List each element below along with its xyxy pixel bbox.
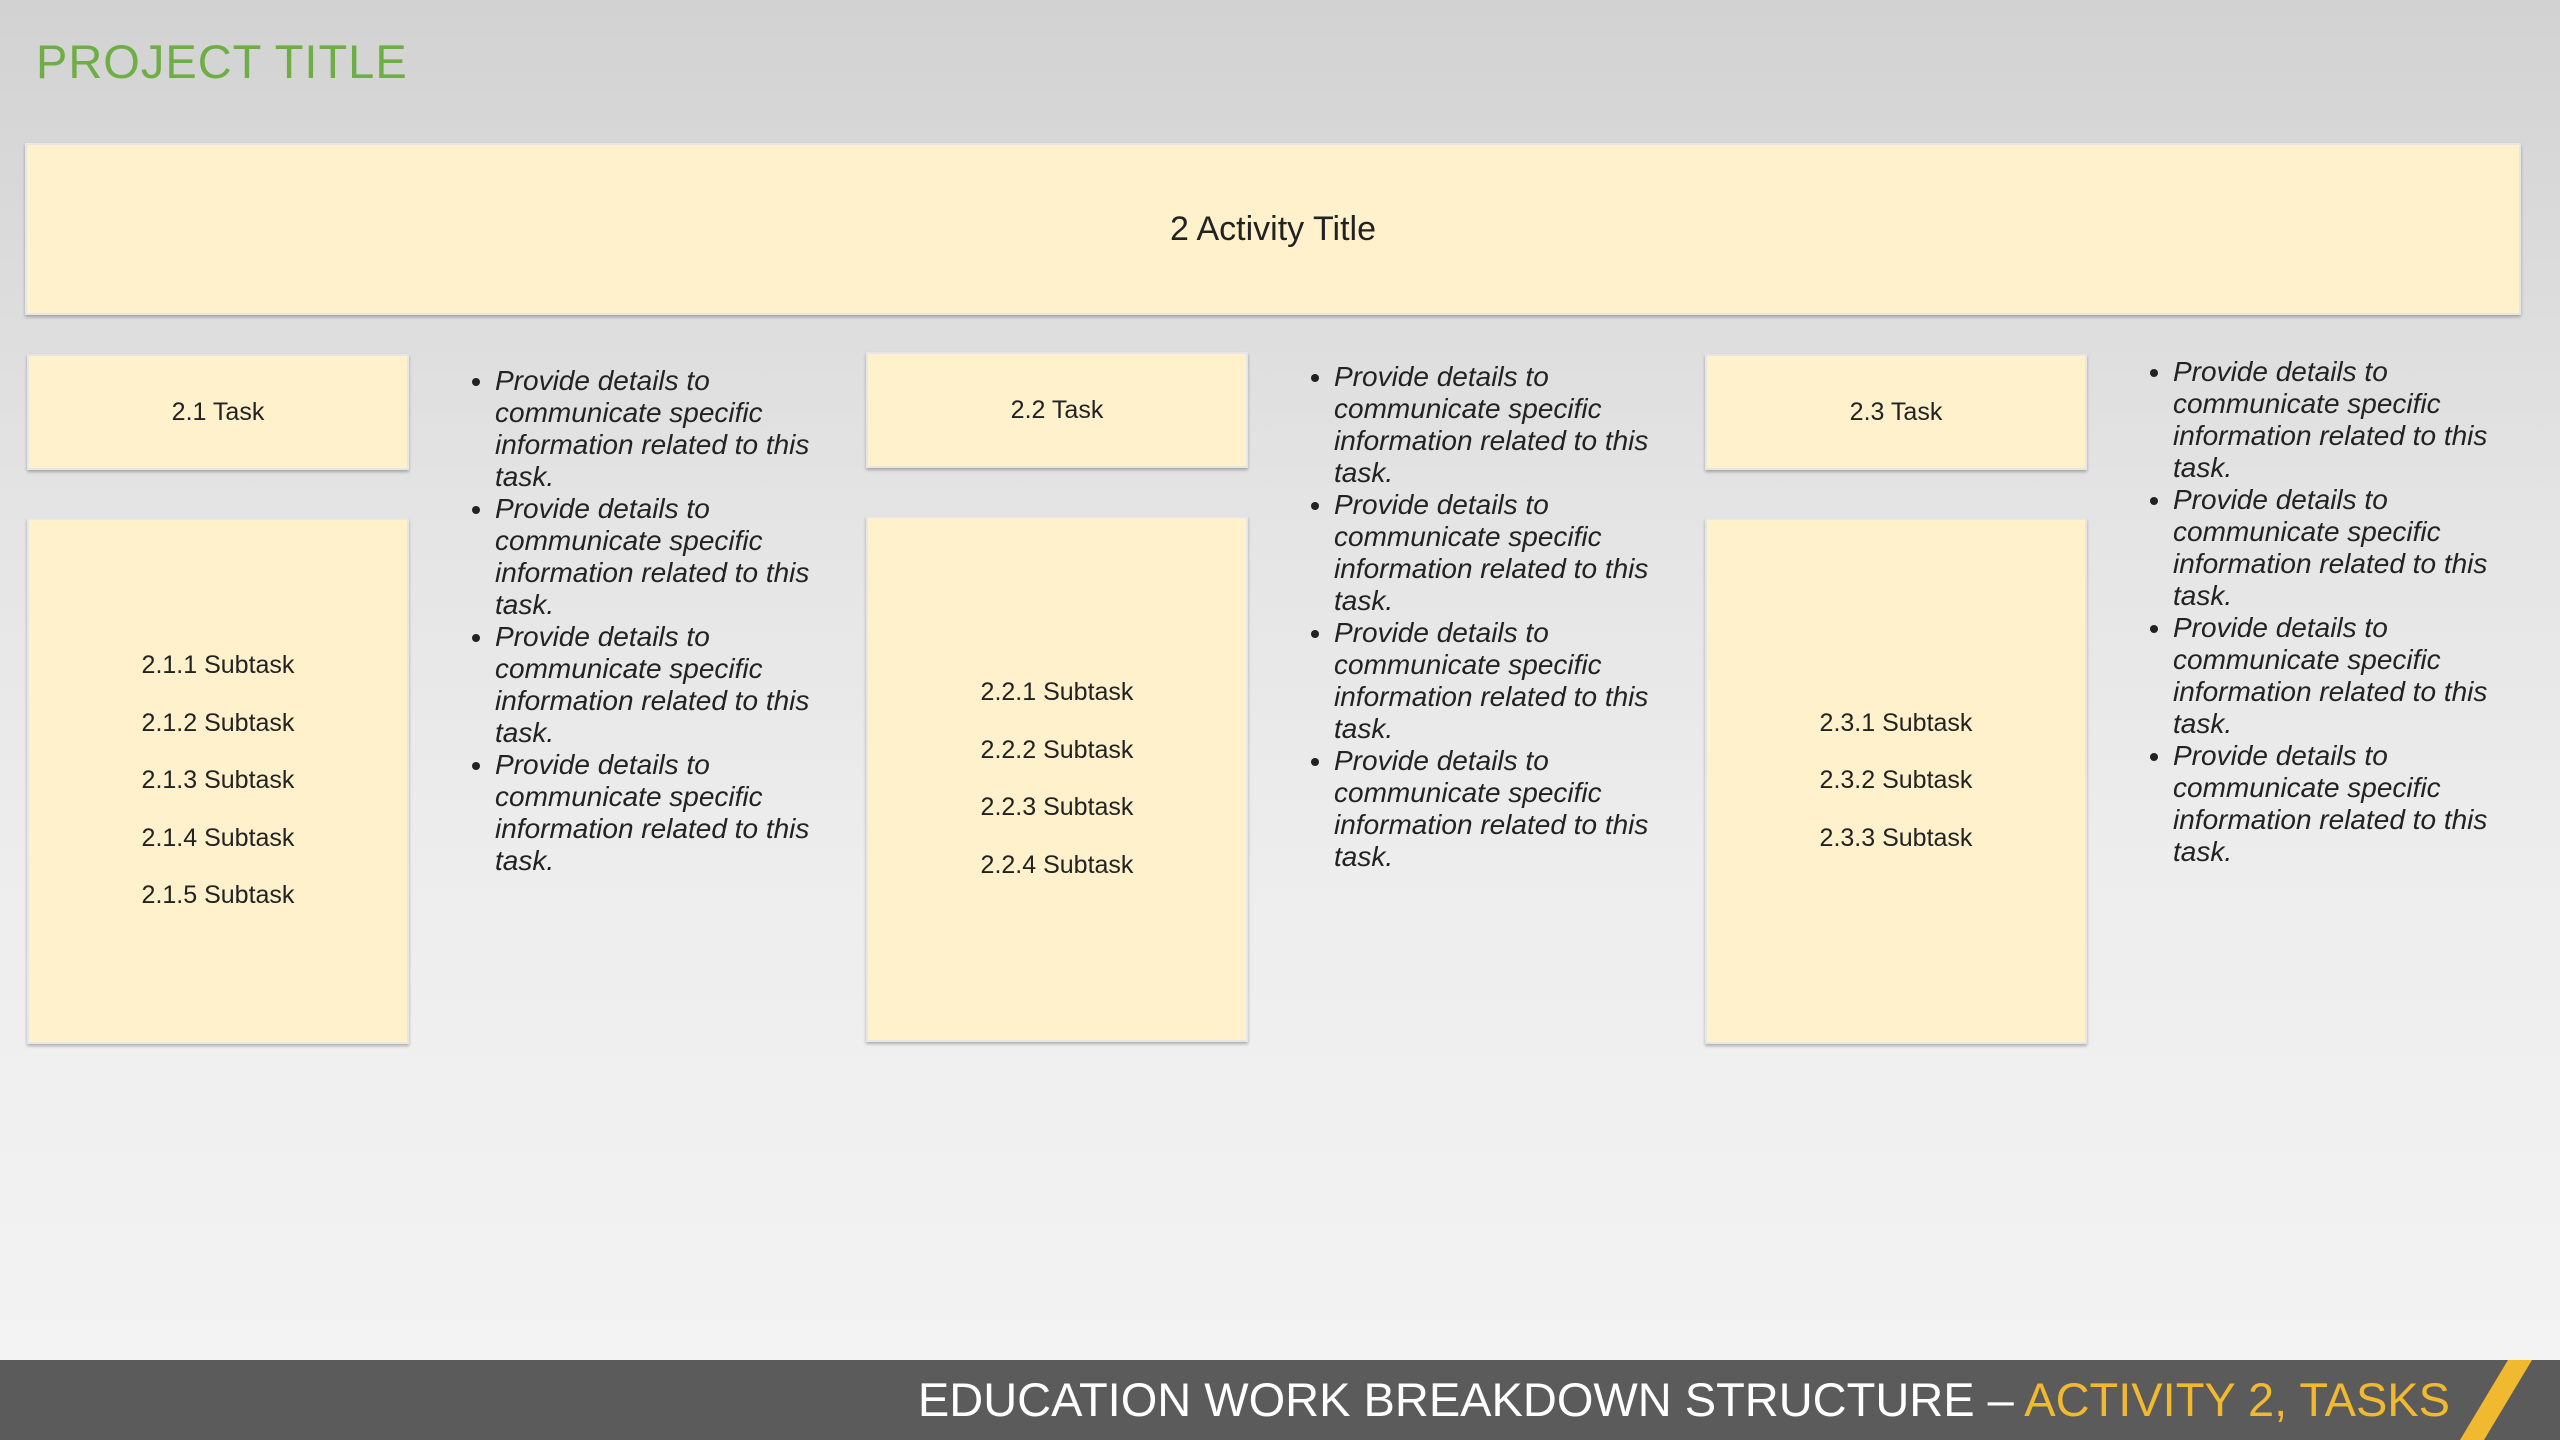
subtask-item: 2.1.3 Subtask bbox=[141, 766, 295, 795]
subtask-item: 2.2.2 Subtask bbox=[980, 735, 1134, 764]
task-box-2-2 bbox=[866, 352, 1248, 468]
task-label: 2.3 Task bbox=[1849, 397, 1943, 426]
detail-bullet: • Provide details to communicate specific information related to this task. bbox=[2173, 612, 2513, 740]
detail-bullet: • Provide details to communicate specific information related to this task. bbox=[2173, 484, 2513, 612]
subtask-box-2-1 bbox=[27, 518, 409, 1044]
task-label: 2.1 Task bbox=[171, 397, 265, 426]
subtask-item: 2.2.1 Subtask bbox=[980, 678, 1134, 706]
task-box-2-1 bbox=[27, 354, 409, 470]
task-box-2-3 bbox=[1705, 354, 2087, 470]
subtask-item: 2.2.3 Subtask bbox=[980, 793, 1134, 821]
detail-bullet: • Provide details to communicate specific information related to this task. bbox=[1334, 489, 1674, 617]
activity-box bbox=[25, 143, 2521, 315]
task-details-2-3 bbox=[2137, 356, 2513, 868]
detail-bullet: • Provide details to communicate specific information related to this task. bbox=[495, 749, 835, 877]
subtask-item: 2.2.4 Subtask bbox=[980, 850, 1134, 879]
detail-bullet: • Provide details to communicate specific information related to this task. bbox=[1334, 745, 1674, 873]
detail-bullet: • Provide details to communicate specific information related to this task. bbox=[2173, 740, 2513, 868]
detail-bullet: • Provide details to communicate specific information related to this task. bbox=[495, 621, 835, 749]
subtask-item: 2.3.3 Subtask bbox=[1819, 823, 1973, 852]
footer-title bbox=[918, 1360, 2450, 1440]
detail-bullet: • Provide details to communicate specific information related to this task. bbox=[2173, 356, 2513, 484]
activity-title: 2 Activity Title bbox=[1170, 209, 1376, 248]
subtask-item: 2.1.1 Subtask bbox=[141, 651, 295, 680]
subtask-item: 2.1.5 Subtask bbox=[141, 881, 295, 910]
subtask-box-2-2 bbox=[866, 516, 1248, 1042]
detail-bullet: • Provide details to communicate specific information related to this task. bbox=[1334, 617, 1674, 745]
subtask-item: 2.1.2 Subtask bbox=[141, 708, 295, 737]
detail-bullet: • Provide details to communicate specific information related to this task. bbox=[495, 365, 835, 493]
footer-stripe-icon bbox=[2460, 1360, 2560, 1440]
task-details-2-2 bbox=[1298, 361, 1674, 873]
subtask-item: 2.3.2 Subtask bbox=[1819, 766, 1973, 795]
task-details-2-1 bbox=[459, 365, 835, 877]
footer-title-accent: ACTIVITY 2, TASKS bbox=[2024, 1373, 2450, 1426]
detail-bullet: • Provide details to communicate specific information related to this task. bbox=[495, 493, 835, 621]
detail-bullet: • Provide details to communicate specific information related to this task. bbox=[1334, 361, 1674, 489]
footer-title-main: EDUCATION WORK BREAKDOWN STRUCTURE – bbox=[917, 1373, 2025, 1426]
subtask-box-2-3 bbox=[1705, 518, 2087, 1044]
footer-bar bbox=[0, 1360, 2560, 1440]
subtask-item: 2.1.4 Subtask bbox=[141, 823, 295, 852]
project-title: PROJECT TITLE bbox=[36, 35, 408, 88]
subtask-item: 2.3.1 Subtask bbox=[1819, 708, 1973, 737]
task-label: 2.2 Task bbox=[1010, 395, 1104, 424]
